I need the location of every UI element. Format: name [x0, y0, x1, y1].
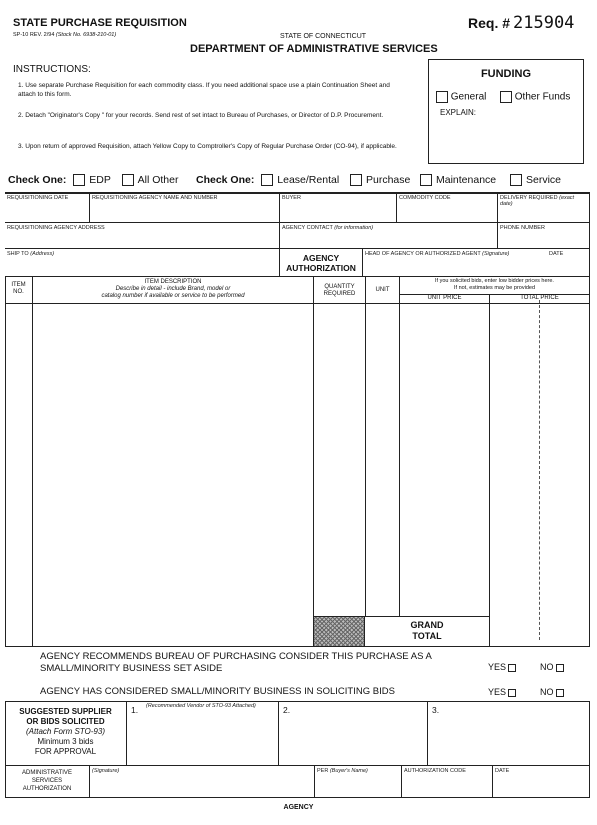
- maintenance-option[interactable]: [420, 174, 496, 186]
- req-date-label: REQUISITIONING DATE: [7, 195, 69, 201]
- grand-line-2: TOTAL: [412, 631, 442, 641]
- setaside-yes[interactable]: [488, 662, 516, 672]
- rule: [126, 701, 127, 765]
- other-funds-checkbox[interactable]: [500, 91, 512, 103]
- state-name: STATE OF CONNECTICUT: [280, 33, 367, 40]
- rule: [5, 303, 590, 304]
- all-other-checkbox[interactable]: [122, 174, 134, 186]
- agency-authorization-label: [280, 253, 362, 273]
- admin-line-3: AUTHORIZATION: [22, 786, 72, 792]
- agency-address-label: REQUISITIONING AGENCY ADDRESS: [7, 225, 105, 231]
- maintenance-checkbox[interactable]: [420, 174, 432, 186]
- form-revision: [13, 32, 116, 38]
- head-of-agency-label: [365, 251, 509, 257]
- admin-signature-label: (Signature): [92, 768, 120, 774]
- service-option[interactable]: [510, 174, 561, 186]
- rule: [497, 193, 498, 248]
- delivery-required-label: [500, 195, 588, 207]
- instructions-title: INSTRUCTIONS:: [13, 64, 91, 75]
- funding-title: FUNDING: [480, 68, 532, 80]
- purchase-label: Purchase: [366, 174, 411, 186]
- rule: [365, 616, 489, 617]
- check-one-label-1: Check One:: [8, 174, 67, 186]
- rule: [5, 765, 590, 766]
- admin-services-block: [5, 769, 89, 793]
- authorization-code-label: AUTHORIZATION CODE: [404, 768, 466, 774]
- auth-date-label: DATE: [549, 251, 564, 257]
- supplier-title-4: Minimum 3 bids: [37, 737, 94, 746]
- total-price-header: TOTAL PRICE: [520, 295, 559, 301]
- unit-price-header: UNIT PRICE: [427, 295, 462, 301]
- grand-line-1: GRAND: [410, 620, 444, 630]
- rule: [427, 701, 428, 765]
- solicited-line-2: If not, estimates may be provided: [453, 285, 535, 291]
- department-name: DEPARTMENT OF ADMINISTRATIVE SERVICES: [190, 43, 438, 55]
- req-label: Req. #: [468, 15, 511, 31]
- funding-general-option[interactable]: [436, 91, 486, 103]
- solicited-line-1: If you solicited bids, enter low bidder prices here.: [435, 278, 554, 284]
- suggested-supplier-block: [5, 707, 126, 757]
- lease-rental-label: Lease/Rental: [277, 174, 340, 186]
- form-title: STATE PURCHASE REQUISITION: [13, 17, 187, 29]
- funding-other-option[interactable]: [500, 91, 570, 103]
- solicited-note: [400, 278, 589, 292]
- maintenance-label: Maintenance: [436, 174, 497, 186]
- instruction-2: 2. Detach "Originator's Copy " for your records. Send rest of set intact to Bureau of Purchases, or Director of D.P. Procurement.: [18, 112, 384, 119]
- grand-total-label: [365, 620, 489, 642]
- ship-to-label: [7, 251, 54, 257]
- rule: [89, 193, 90, 222]
- phone-label: PHONE NUMBER: [500, 225, 545, 231]
- supplier-title-2: OR BIDS SOLICITED: [26, 717, 105, 726]
- per-note: (Buyer's Name): [329, 768, 368, 774]
- agency-auth-line-1: AGENCY: [302, 253, 340, 263]
- rule: [5, 701, 590, 702]
- rule: [396, 193, 397, 222]
- all-other-label: All Other: [137, 174, 179, 186]
- rule: [314, 765, 315, 797]
- item-description-header: [33, 279, 313, 300]
- general-checkbox[interactable]: [436, 91, 448, 103]
- rule: [362, 248, 363, 276]
- setaside-yes-label: YES: [488, 662, 507, 672]
- minority-recommend-text: [40, 651, 432, 675]
- purchase-checkbox[interactable]: [350, 174, 362, 186]
- rule: [313, 276, 314, 647]
- shaded-cell: [313, 616, 365, 647]
- commodity-code-label: COMMODITY CODE: [399, 195, 451, 201]
- delivery-note: (exact date): [500, 195, 575, 207]
- setaside-no[interactable]: [540, 662, 564, 672]
- instruction-3: 3. Upon return of approved Requisition, attach Yellow Copy to Comptroller's Copy of Regular Purchase Order (CO-94), if applicable.: [18, 143, 397, 150]
- rule: [5, 276, 6, 647]
- admin-date-label: DATE: [495, 768, 510, 774]
- rule: [589, 193, 590, 647]
- funding-box: [428, 59, 584, 164]
- check-one-label-2: Check One:: [196, 174, 255, 186]
- explain-label: EXPLAIN:: [440, 108, 477, 117]
- setaside-yes-checkbox[interactable]: [508, 664, 516, 672]
- considered-no-label: NO: [540, 687, 554, 697]
- supplier-2-number: 2.: [283, 705, 291, 715]
- rule: [89, 765, 90, 797]
- instruction-1: 1. Use separate Purchase Requisition for each commodity class. If you need additional space use a plain Continuation Sheet and attach to this form.: [18, 82, 390, 98]
- agency-contact-note: (for information): [334, 225, 374, 231]
- desc-line-3: catalog number if available or service to be performed: [101, 293, 245, 299]
- rule: [5, 248, 590, 249]
- lease-rental-checkbox[interactable]: [261, 174, 273, 186]
- service-label: Service: [526, 174, 562, 186]
- per-text: PER: [317, 768, 329, 774]
- unit-header: UNIT: [375, 287, 390, 293]
- rule: [365, 276, 366, 616]
- setaside-no-label: NO: [540, 662, 554, 672]
- minority-line-1: AGENCY RECOMMENDS BUREAU OF PURCHASING CONSIDER THIS PURCHASE AS A: [40, 651, 432, 662]
- copy-label: AGENCY: [283, 804, 314, 811]
- agency-auth-line-2: AUTHORIZATION: [286, 263, 356, 273]
- purchase-option[interactable]: [350, 174, 410, 186]
- rule: [492, 765, 493, 797]
- admin-line-1: ADMINISTRATIVE: [22, 770, 72, 776]
- buyer-label: BUYER: [282, 195, 301, 201]
- rule: [5, 276, 590, 277]
- admin-line-2: SERVICES: [31, 778, 63, 784]
- agency-contact-text: AGENCY CONTACT: [282, 225, 333, 231]
- considered-yes[interactable]: [488, 687, 516, 697]
- check-one-group-1: [8, 174, 178, 186]
- rule: [401, 765, 402, 797]
- supplier-1-number: 1.: [131, 705, 139, 715]
- quantity-header: [314, 284, 365, 298]
- check-one-group-2: [196, 174, 339, 186]
- service-checkbox[interactable]: [510, 174, 522, 186]
- head-signature-note: (Signature): [482, 251, 510, 257]
- stock-number: (Stock No. 6938-210-01): [55, 32, 117, 38]
- ship-to-note: (Address): [30, 251, 55, 257]
- rule: [5, 797, 590, 798]
- setaside-no-checkbox[interactable]: [556, 664, 564, 672]
- general-label: General: [450, 91, 487, 103]
- rule: [278, 701, 279, 765]
- edp-label: EDP: [89, 174, 111, 186]
- rule: [5, 646, 590, 647]
- per-label: [317, 768, 368, 774]
- minority-line-3: AGENCY HAS CONSIDERED SMALL/MINORITY BUSINESS IN SOLICITING BIDS: [40, 686, 395, 697]
- rule: [589, 701, 590, 797]
- agency-name-label: REQUISITIONING AGENCY NAME AND NUMBER: [92, 195, 218, 201]
- supplier-title-1: SUGGESTED SUPPLIER: [19, 707, 112, 716]
- rule: [399, 276, 400, 616]
- qty-line-1: QUANTITY: [324, 284, 355, 290]
- considered-yes-checkbox[interactable]: [508, 689, 516, 697]
- desc-line-2: Describe in detail - include Brand, model or: [115, 286, 231, 292]
- rule: [489, 294, 490, 647]
- delivery-required-text: DELIVERY REQUIRED: [500, 195, 558, 201]
- considered-no[interactable]: [540, 687, 564, 697]
- agency-contact-label: [282, 225, 373, 231]
- edp-checkbox[interactable]: [73, 174, 85, 186]
- ship-to-text: SHIP TO: [7, 251, 29, 257]
- item-no-line-2: NO.: [13, 289, 24, 295]
- supplier-title-3: (Attach Form STO-93): [26, 727, 105, 736]
- rule: [5, 192, 590, 194]
- minority-line-2: SMALL/MINORITY BUSINESS SET ASIDE: [40, 663, 223, 674]
- rule: [5, 222, 590, 223]
- supplier-3-number: 3.: [432, 705, 440, 715]
- form-rev: SP-10 REV. 2/94: [13, 32, 55, 38]
- considered-no-checkbox[interactable]: [556, 689, 564, 697]
- item-no-header: [5, 282, 32, 296]
- qty-line-2: REQUIRED: [323, 291, 356, 297]
- dotted-divider: [539, 300, 540, 640]
- req-number: 215904: [513, 13, 575, 33]
- head-of-agency-text: HEAD OF AGENCY OR AUTHORIZED AGENT: [365, 251, 481, 257]
- considered-yes-label: YES: [488, 687, 507, 697]
- supplier-1-note: (Recommended Vendor of STO-93 Attached): [146, 703, 256, 709]
- desc-line-1: ITEM DESCRIPTION: [144, 279, 202, 285]
- rule: [32, 276, 33, 647]
- item-no-line-1: ITEM: [11, 282, 26, 288]
- other-funds-label: Other Funds: [514, 91, 571, 103]
- supplier-title-5: FOR APPROVAL: [34, 747, 97, 756]
